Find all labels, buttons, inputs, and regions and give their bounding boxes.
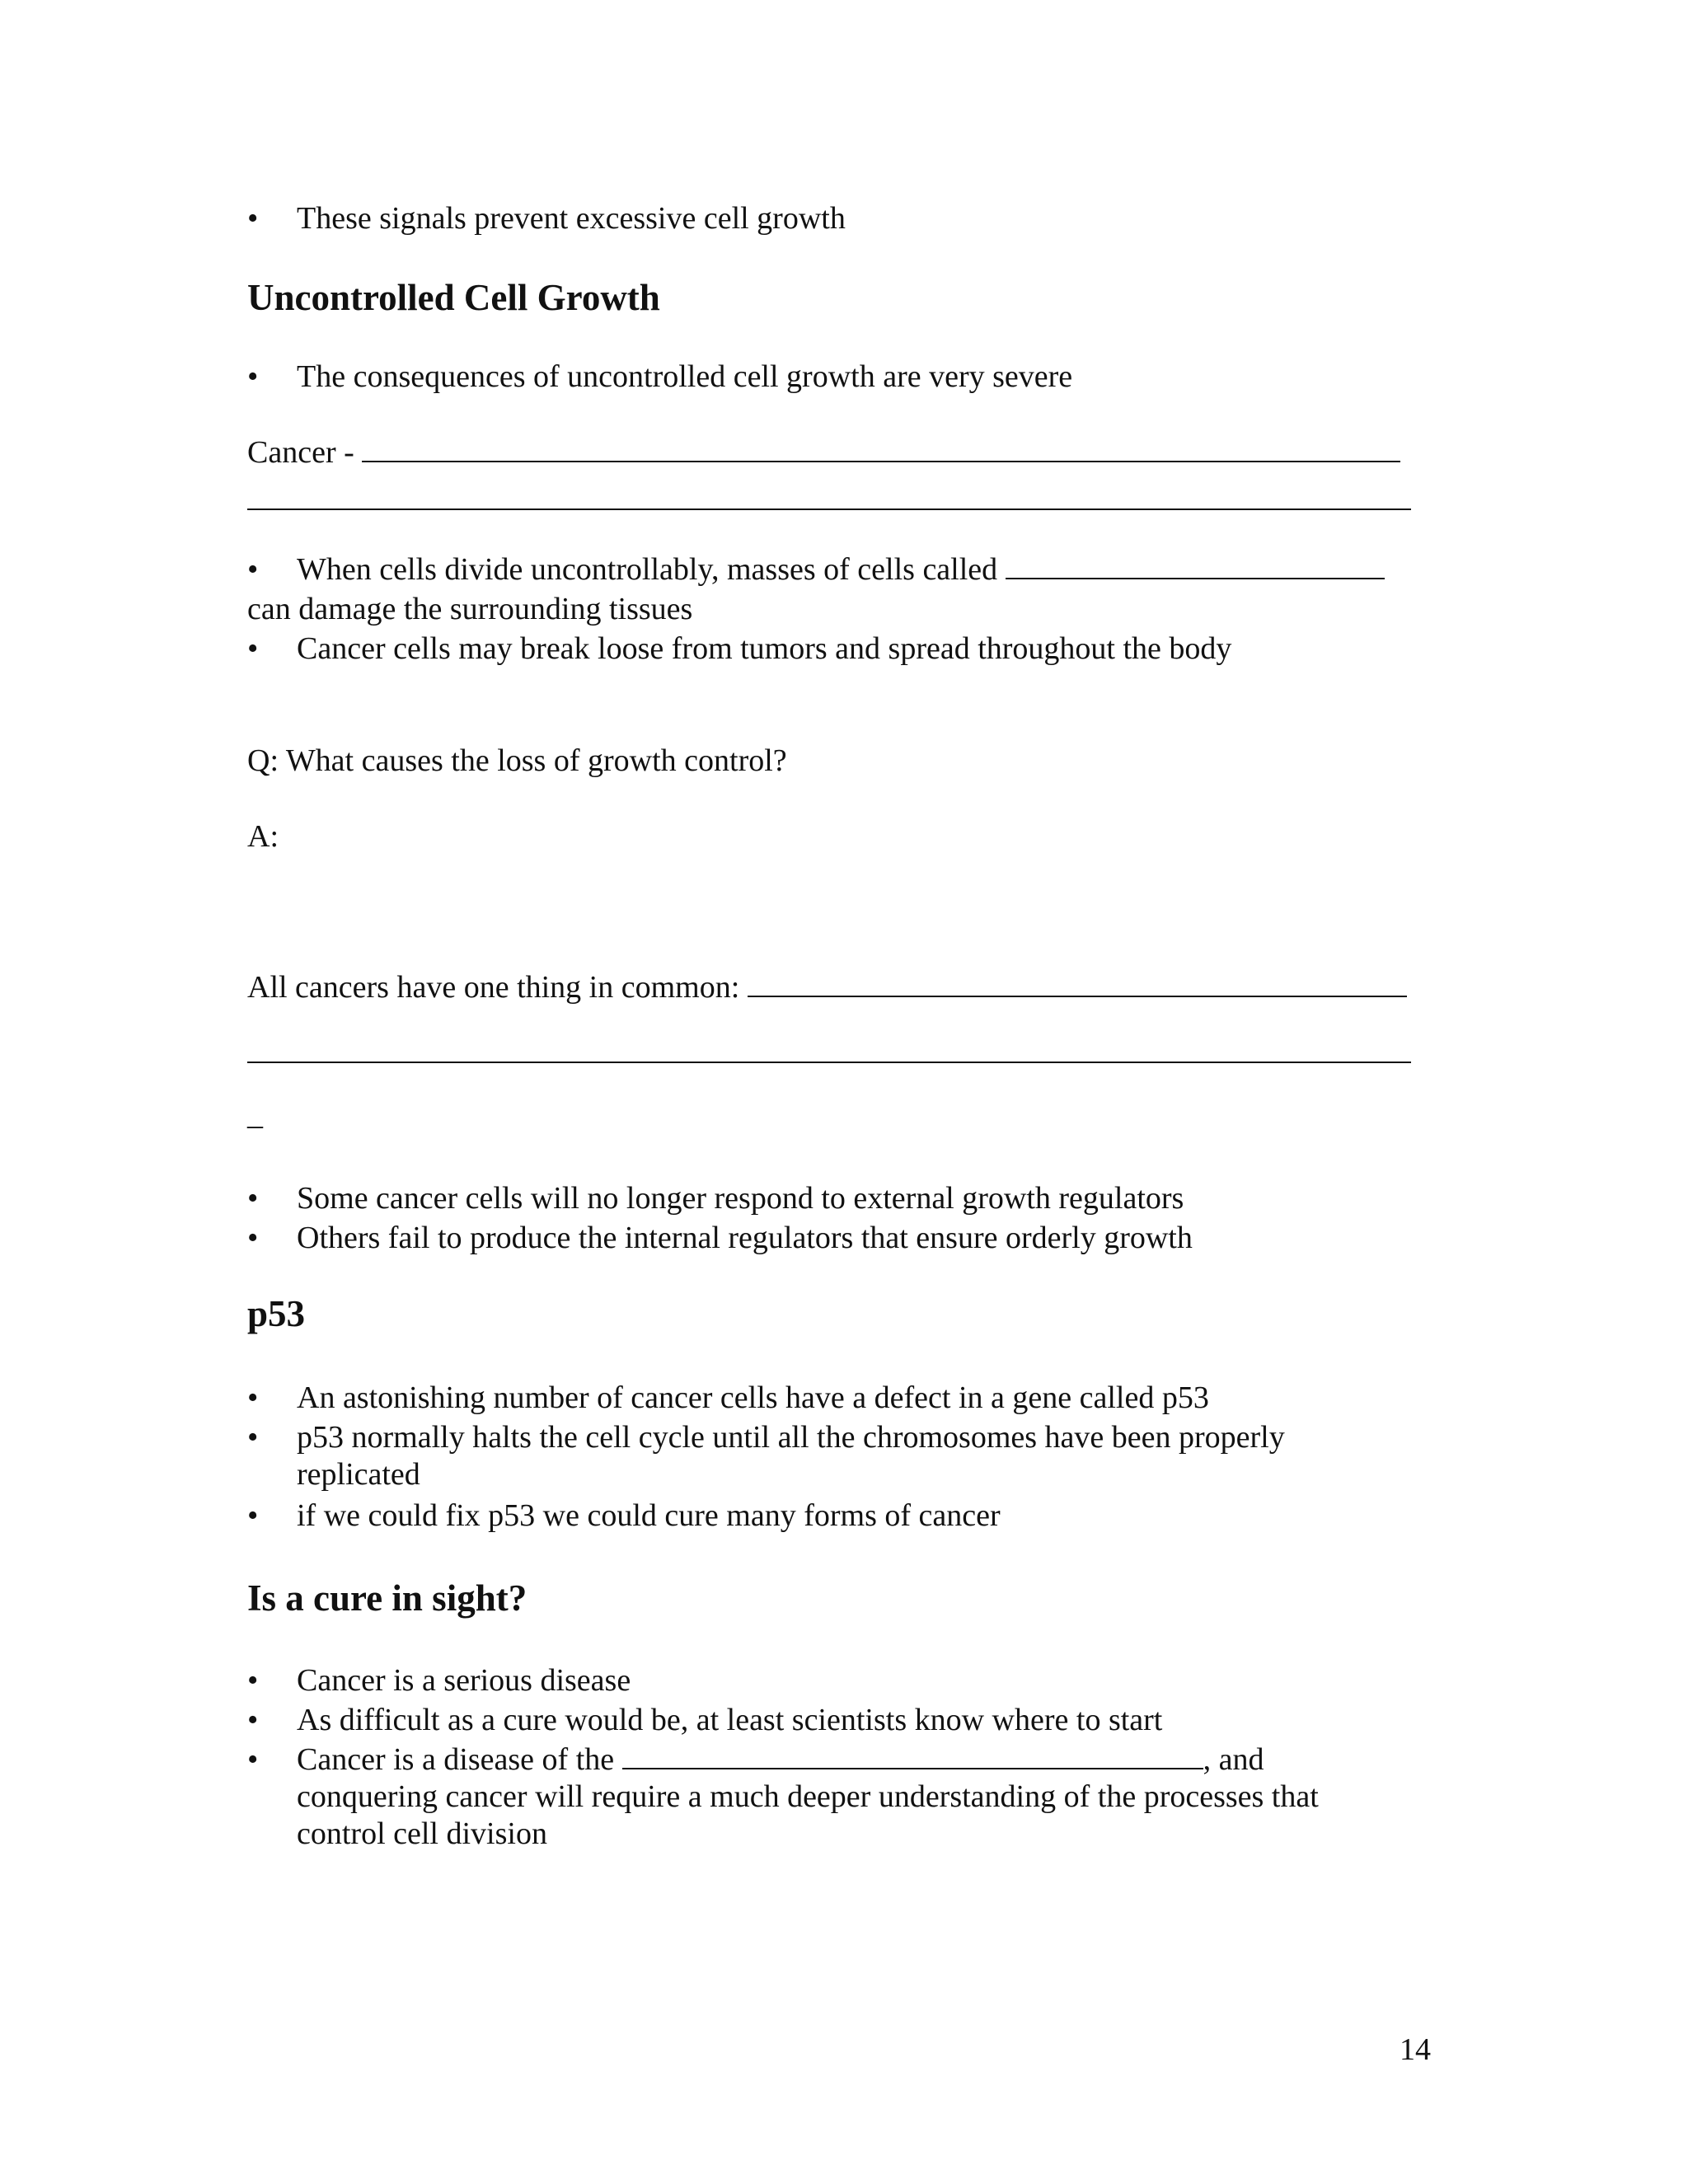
section-heading-p53: p53 bbox=[247, 1293, 306, 1334]
common-blank-2[interactable] bbox=[247, 1060, 1411, 1063]
cancer-label: Cancer - bbox=[247, 435, 354, 470]
bullet-text-continued: conquering cancer will require a much deeper understanding of the processes that bbox=[297, 1779, 1319, 1814]
bullet-text: An astonishing number of cancer cells have a defect in a gene called p53 bbox=[297, 1380, 1209, 1415]
stray-underscore: _ bbox=[247, 1097, 263, 1132]
tumor-bullet-line1 bbox=[297, 550, 1451, 589]
disease-bullet-line1 bbox=[297, 1740, 1451, 1779]
bullet-marker: • bbox=[247, 1498, 259, 1533]
bullet-text: As difficult as a cure would be, at least scientists know where to start bbox=[297, 1703, 1163, 1737]
disease-text: Cancer is a disease of the bbox=[297, 1742, 615, 1777]
bullet-text: The consequences of uncontrolled cell growth are very severe bbox=[297, 359, 1073, 394]
tumor-bullet-text: When cells divide uncontrollably, masses of cells called bbox=[297, 552, 998, 587]
bullet-marker: • bbox=[247, 1221, 259, 1255]
bullet-marker: • bbox=[247, 1181, 259, 1216]
bullet-text: Others fail to produce the internal regulators that ensure orderly growth bbox=[297, 1221, 1193, 1255]
page-number: 14 bbox=[1400, 2032, 1431, 2067]
common-label: All cancers have one thing in common: bbox=[247, 970, 740, 1005]
bullet-marker: • bbox=[247, 1420, 259, 1455]
bullet-marker: • bbox=[247, 1380, 259, 1415]
section-heading-uncontrolled-growth: Uncontrolled Cell Growth bbox=[247, 277, 660, 318]
bullet-text: Cancer cells may break loose from tumors and spread throughout the body bbox=[297, 631, 1232, 666]
bullet-text-continued: control cell division bbox=[297, 1816, 547, 1851]
bullet-text: Cancer is a serious disease bbox=[297, 1663, 631, 1698]
bullet-text: p53 normally halts the cell cycle until all the chromosomes have been properly bbox=[297, 1420, 1285, 1455]
bullet-text-continued: replicated bbox=[297, 1457, 420, 1492]
bullet-marker: • bbox=[247, 359, 259, 394]
cancer-definition-blank[interactable] bbox=[362, 433, 1400, 462]
bullet-text: These signals prevent excessive cell growth bbox=[297, 201, 846, 236]
disease-blank[interactable] bbox=[622, 1740, 1203, 1769]
bullet-text: Some cancer cells will no longer respond to external growth regulators bbox=[297, 1181, 1184, 1216]
bullet-marker: • bbox=[247, 201, 259, 236]
common-line bbox=[247, 968, 1441, 1007]
question-text: Q: What causes the loss of growth control? bbox=[247, 743, 787, 778]
bullet-marker: • bbox=[247, 1663, 259, 1698]
section-heading-cure: Is a cure in sight? bbox=[247, 1577, 528, 1619]
tumor-bullet-line2: can damage the surrounding tissues bbox=[247, 592, 693, 626]
cancer-definition-line bbox=[247, 433, 1441, 472]
tumor-blank[interactable] bbox=[1006, 550, 1385, 579]
bullet-text: if we could fix p53 we could cure many forms of cancer bbox=[297, 1498, 1001, 1533]
bullet-marker: • bbox=[247, 552, 259, 587]
bullet-marker: • bbox=[247, 1742, 259, 1777]
bullet-marker: • bbox=[247, 631, 259, 666]
answer-label: A: bbox=[247, 819, 279, 854]
bullet-marker: • bbox=[247, 1703, 259, 1737]
cancer-definition-blank-2[interactable] bbox=[247, 507, 1411, 510]
disease-text-after: , and bbox=[1203, 1742, 1264, 1777]
common-blank[interactable] bbox=[748, 968, 1407, 997]
